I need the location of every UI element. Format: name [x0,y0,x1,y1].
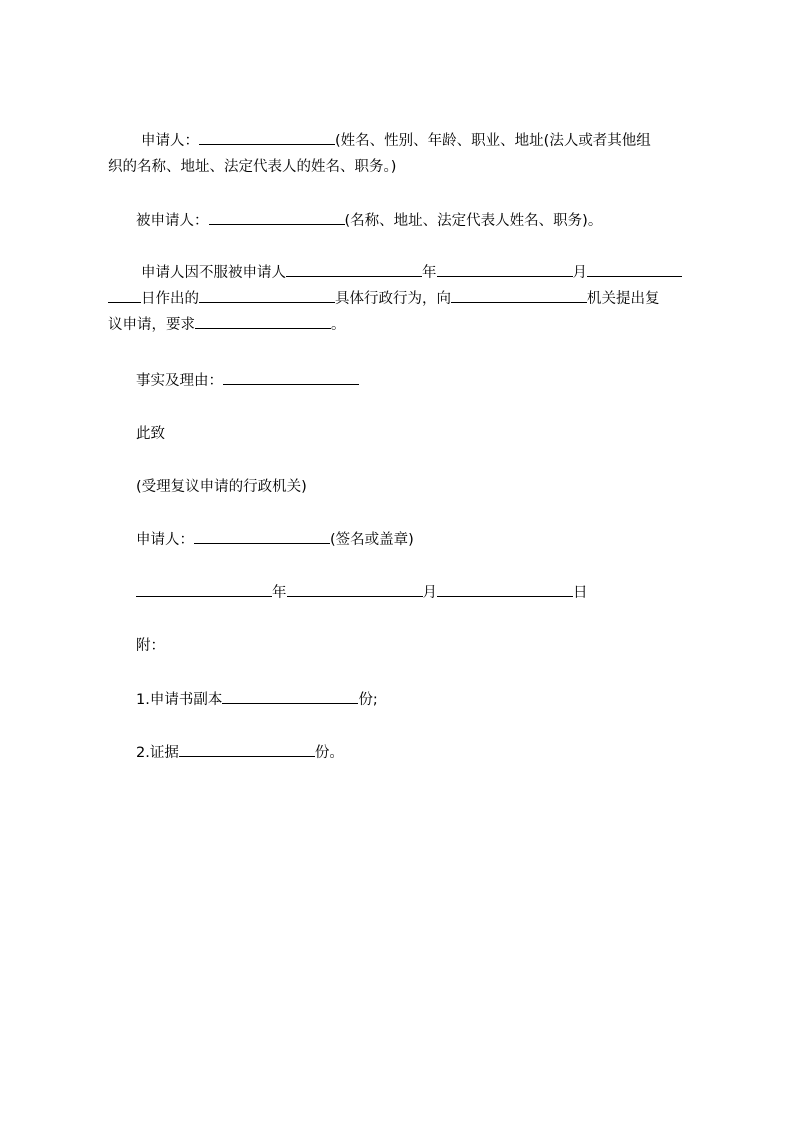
year-blank[interactable] [437,262,573,277]
request-paragraph [108,260,703,338]
request-month-label: 月 [572,265,587,281]
applicant-note-line1: (姓名、性别、年龄、职业、地址(法人或者其他组 [335,133,651,149]
respondent-name-blank[interactable] [286,262,422,277]
applicant-blank[interactable] [199,130,335,145]
action-blank[interactable] [199,288,335,303]
authority-blank[interactable] [451,288,587,303]
request-year-label: 年 [422,265,437,281]
signature-line [136,527,414,553]
date-day-label: 日 [573,585,588,601]
attachment-1-blank[interactable] [222,689,358,704]
request-text-3: 具体行政行为，向 [335,291,451,307]
day-blank[interactable] [108,288,141,303]
applicant-label: 申请人： [141,133,199,149]
date-month-blank[interactable] [287,582,423,597]
attachment-1-text: 1.申请书副本 [136,692,223,708]
applicant-note-line2: 织的名称、地址、法定代表人的姓名、职务。) [108,159,397,175]
attachment-2-suffix: 份。 [314,745,344,761]
salutation: 此致 [136,426,165,442]
signature-label: 申请人： [136,532,194,548]
date-month-label: 月 [422,585,437,601]
attachment-1-suffix: 份; [358,692,378,708]
attachment-2-text: 2.证据 [136,745,179,761]
signature-note: (签名或盖章) [330,532,414,548]
date-year-label: 年 [272,585,287,601]
date-day-blank[interactable] [437,582,573,597]
facts-blank[interactable] [223,370,359,385]
request-end: 。 [331,317,346,333]
facts-line [136,368,359,394]
attachment-item-2 [136,740,344,766]
attachment-item-1 [136,687,378,713]
date-line [136,580,588,606]
request-blank[interactable] [195,314,331,329]
respondent-paragraph [136,208,602,234]
facts-label: 事实及理由： [136,373,223,389]
signature-blank[interactable] [194,529,330,544]
request-text-2: 日作出的 [141,291,199,307]
attachment-2-blank[interactable] [179,742,315,757]
respondent-blank[interactable] [209,210,345,225]
request-text-4: 机关提出复 [587,291,660,307]
request-text-1: 申请人因不服被申请人 [141,265,286,281]
recipient: (受理复议申请的行政机关) [136,479,307,495]
month-blank[interactable] [587,262,682,277]
applicant-paragraph [108,128,703,180]
request-text-5: 议申请，要求 [108,317,195,333]
respondent-note: (名称、地址、法定代表人姓名、职务)。 [344,213,603,229]
date-year-blank[interactable] [136,582,272,597]
attachments-label: 附： [136,638,165,654]
respondent-label: 被申请人： [136,213,209,229]
